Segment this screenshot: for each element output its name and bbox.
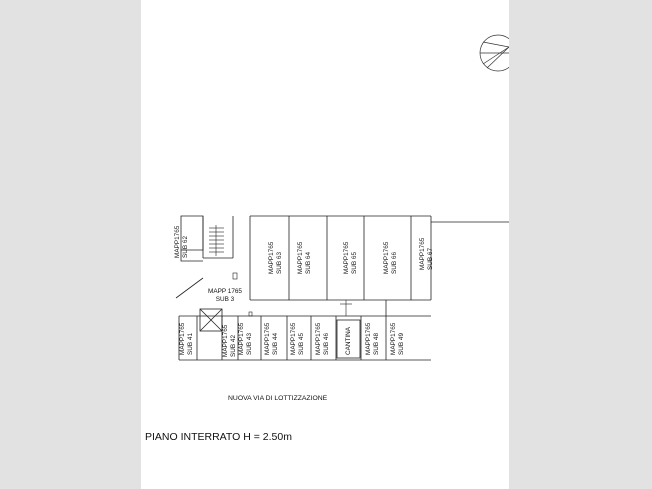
unit-sub-45: MAPP1765SUB 45 [290,322,305,355]
unit-sub-63: MAPP1765SUB 63 [268,241,283,274]
unit-sub-64: MAPP1765SUB 64 [297,241,312,274]
unit-sub-65: MAPP1765SUB 65 [343,241,358,274]
unit-sub-42: MAPP1765SUB 42 [222,324,237,357]
north-arrow-icon [480,35,509,71]
unit-sub-62: MAPP1765SUB 62 [174,225,189,258]
unit-cantina: CANTINA [345,326,352,355]
unit-sub-44: MAPP1765SUB 44 [264,322,279,355]
unit-sub-3: MAPP 1765 SUB 3 [208,288,242,303]
unit-sub-67: MAPP1765SUB 67 [419,237,434,270]
unit-sub-41: MAPP1765SUB 41 [179,322,194,355]
unit-sub-48: MAPP1765SUB 48 [365,322,380,355]
floor-plan [141,0,509,489]
unit-sub-66: MAPP1765SUB 66 [383,241,398,274]
unit-sub-43: MAPP1765SUB 43 [238,322,253,355]
floor-title: PIANO INTERRATO H = 2.50m [145,431,292,443]
unit-sub-49: MAPP1765SUB 49 [390,322,405,355]
unit-sub-46: MAPP1765SUB 46 [315,322,330,355]
drawing-sheet [141,0,509,489]
road-label: NUOVA VIA DI LOTTIZZAZIONE [228,395,328,402]
